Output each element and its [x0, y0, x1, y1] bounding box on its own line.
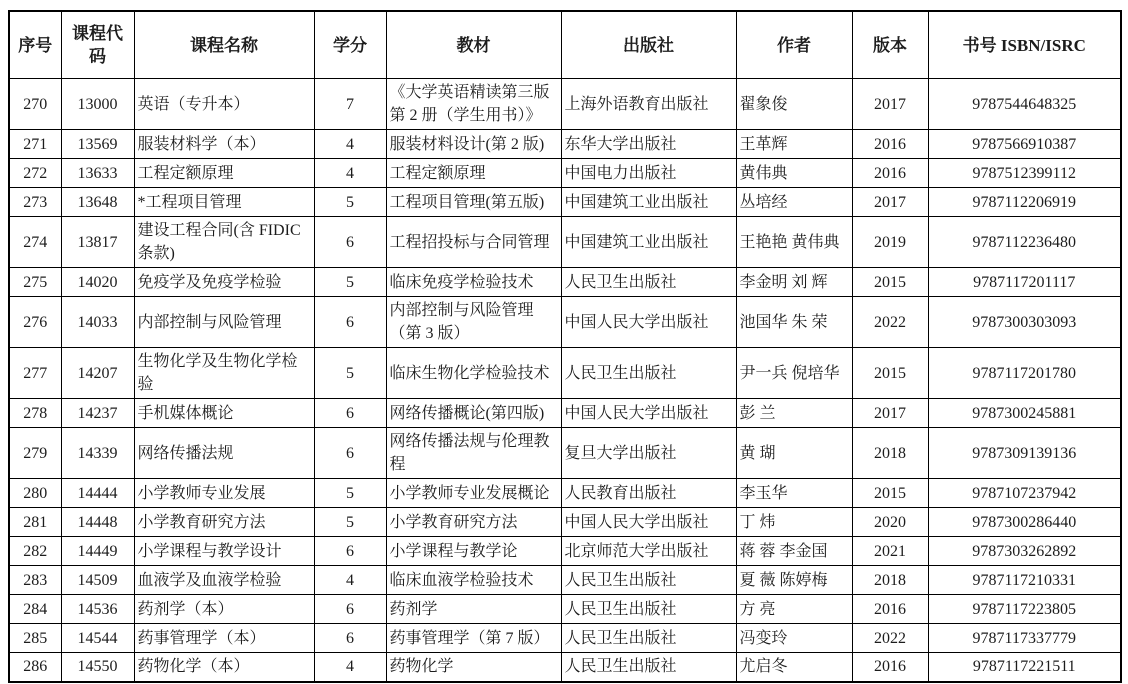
cell-author: 彭 兰: [736, 399, 852, 428]
cell-course-name: 内部控制与风险管理: [134, 297, 314, 348]
cell-course-code: 14449: [61, 537, 134, 566]
table-row: [9, 653, 1121, 682]
cell-isbn-number: 9787117201780: [928, 348, 1121, 399]
cell-author: 李玉华: [736, 479, 852, 508]
cell-publisher: 人民卫生出版社: [561, 348, 736, 399]
header-no: 序号: [9, 11, 61, 79]
cell-textbook-title: 《大学英语精读第三版第 2 册（学生用书）》: [386, 79, 561, 130]
cell-course-name: *工程项目管理: [134, 188, 314, 217]
header-course-code: 课程代码: [61, 11, 134, 79]
cell-isbn-number: 9787303262892: [928, 537, 1121, 566]
cell-credits: 5: [314, 188, 386, 217]
cell-course-code: 14448: [61, 508, 134, 537]
cell-credits: 6: [314, 428, 386, 479]
table-row: [9, 428, 1121, 479]
cell-credits: 6: [314, 297, 386, 348]
table-header-row: [9, 11, 1121, 79]
cell-credits: 6: [314, 595, 386, 624]
cell-credits: 6: [314, 399, 386, 428]
cell-course-name: 小学课程与教学设计: [134, 537, 314, 566]
cell-author: 丛培经: [736, 188, 852, 217]
table-row: [9, 595, 1121, 624]
cell-publisher: 中国电力出版社: [561, 159, 736, 188]
cell-credits: 6: [314, 217, 386, 268]
cell-course-code: 14509: [61, 566, 134, 595]
cell-row-number: 271: [9, 130, 61, 159]
cell-credits: 7: [314, 79, 386, 130]
cell-course-code: 14339: [61, 428, 134, 479]
cell-publisher: 人民卫生出版社: [561, 268, 736, 297]
cell-credits: 4: [314, 566, 386, 595]
cell-author: 翟象俊: [736, 79, 852, 130]
cell-course-code: 14544: [61, 624, 134, 653]
cell-edition-year: 2015: [852, 348, 928, 399]
header-publisher: 出版社: [561, 11, 736, 79]
cell-publisher: 人民卫生出版社: [561, 653, 736, 682]
cell-edition-year: 2021: [852, 537, 928, 566]
table-row: [9, 268, 1121, 297]
cell-publisher: 上海外语教育出版社: [561, 79, 736, 130]
cell-edition-year: 2018: [852, 428, 928, 479]
cell-row-number: 281: [9, 508, 61, 537]
cell-publisher: 中国建筑工业出版社: [561, 217, 736, 268]
cell-credits: 6: [314, 624, 386, 653]
header-isbn: 书号 ISBN/ISRC: [928, 11, 1121, 79]
cell-textbook-title: 小学教育研究方法: [386, 508, 561, 537]
header-textbook: 教材: [386, 11, 561, 79]
cell-course-name: 手机媒体概论: [134, 399, 314, 428]
header-credits: 学分: [314, 11, 386, 79]
cell-textbook-title: 小学课程与教学论: [386, 537, 561, 566]
cell-isbn-number: 9787117210331: [928, 566, 1121, 595]
table-row: [9, 566, 1121, 595]
cell-row-number: 286: [9, 653, 61, 682]
table-row: [9, 159, 1121, 188]
header-edition: 版本: [852, 11, 928, 79]
cell-textbook-title: 工程招投标与合同管理: [386, 217, 561, 268]
cell-textbook-title: 小学教师专业发展概论: [386, 479, 561, 508]
cell-edition-year: 2015: [852, 268, 928, 297]
cell-credits: 4: [314, 130, 386, 159]
cell-textbook-title: 服装材料设计(第 2 版): [386, 130, 561, 159]
cell-course-name: 生物化学及生物化学检验: [134, 348, 314, 399]
cell-publisher: 中国人民大学出版社: [561, 399, 736, 428]
cell-isbn-number: 9787117221511: [928, 653, 1121, 682]
cell-course-code: 14033: [61, 297, 134, 348]
table-row: [9, 188, 1121, 217]
cell-author: 尤启冬: [736, 653, 852, 682]
cell-row-number: 279: [9, 428, 61, 479]
cell-isbn-number: 9787512399112: [928, 159, 1121, 188]
cell-row-number: 275: [9, 268, 61, 297]
cell-course-code: 14020: [61, 268, 134, 297]
cell-row-number: 282: [9, 537, 61, 566]
cell-course-name: 服装材料学（本）: [134, 130, 314, 159]
cell-course-code: 14536: [61, 595, 134, 624]
cell-textbook-title: 工程定额原理: [386, 159, 561, 188]
cell-course-code: 13817: [61, 217, 134, 268]
cell-row-number: 277: [9, 348, 61, 399]
cell-edition-year: 2017: [852, 399, 928, 428]
cell-author: 李金明 刘 辉: [736, 268, 852, 297]
cell-course-code: 13569: [61, 130, 134, 159]
cell-credits: 5: [314, 268, 386, 297]
cell-row-number: 272: [9, 159, 61, 188]
cell-author: 黄 瑚: [736, 428, 852, 479]
cell-isbn-number: 9787112206919: [928, 188, 1121, 217]
cell-author: 冯变玲: [736, 624, 852, 653]
table-row: [9, 130, 1121, 159]
cell-course-name: 小学教师专业发展: [134, 479, 314, 508]
cell-textbook-title: 网络传播法规与伦理教程: [386, 428, 561, 479]
cell-publisher: 复旦大学出版社: [561, 428, 736, 479]
cell-author: 王艳艳 黄伟典: [736, 217, 852, 268]
cell-textbook-title: 网络传播概论(第四版): [386, 399, 561, 428]
table-row: [9, 348, 1121, 399]
cell-publisher: 人民卫生出版社: [561, 566, 736, 595]
cell-edition-year: 2020: [852, 508, 928, 537]
cell-edition-year: 2016: [852, 159, 928, 188]
cell-isbn-number: 9787117201117: [928, 268, 1121, 297]
table-body: [9, 79, 1121, 682]
cell-edition-year: 2016: [852, 653, 928, 682]
cell-edition-year: 2019: [852, 217, 928, 268]
cell-publisher: 人民教育出版社: [561, 479, 736, 508]
cell-isbn-number: 9787544648325: [928, 79, 1121, 130]
cell-course-code: 13633: [61, 159, 134, 188]
cell-course-name: 药事管理学（本）: [134, 624, 314, 653]
cell-author: 王革辉: [736, 130, 852, 159]
cell-edition-year: 2017: [852, 79, 928, 130]
cell-edition-year: 2022: [852, 624, 928, 653]
cell-course-code: 14550: [61, 653, 134, 682]
cell-course-name: 免疫学及免疫学检验: [134, 268, 314, 297]
cell-publisher: 北京师范大学出版社: [561, 537, 736, 566]
cell-course-code: 13000: [61, 79, 134, 130]
cell-author: 丁 炜: [736, 508, 852, 537]
table-row: [9, 217, 1121, 268]
cell-course-name: 网络传播法规: [134, 428, 314, 479]
cell-publisher: 中国人民大学出版社: [561, 508, 736, 537]
table-row: [9, 297, 1121, 348]
cell-course-name: 药物化学（本）: [134, 653, 314, 682]
header-course-name: 课程名称: [134, 11, 314, 79]
table-row: [9, 624, 1121, 653]
cell-textbook-title: 工程项目管理(第五版): [386, 188, 561, 217]
cell-isbn-number: 9787300303093: [928, 297, 1121, 348]
cell-textbook-title: 临床免疫学检验技术: [386, 268, 561, 297]
cell-credits: 4: [314, 653, 386, 682]
header-author: 作者: [736, 11, 852, 79]
cell-isbn-number: 9787300245881: [928, 399, 1121, 428]
cell-textbook-title: 临床生物化学检验技术: [386, 348, 561, 399]
table-row: [9, 479, 1121, 508]
cell-publisher: 人民卫生出版社: [561, 624, 736, 653]
cell-textbook-title: 药剂学: [386, 595, 561, 624]
cell-course-name: 工程定额原理: [134, 159, 314, 188]
table-row: [9, 537, 1121, 566]
cell-edition-year: 2016: [852, 130, 928, 159]
cell-author: 池国华 朱 荣: [736, 297, 852, 348]
table-row: [9, 399, 1121, 428]
cell-course-name: 血液学及血液学检验: [134, 566, 314, 595]
cell-author: 黄伟典: [736, 159, 852, 188]
cell-author: 夏 薇 陈婷梅: [736, 566, 852, 595]
cell-row-number: 270: [9, 79, 61, 130]
table-row: [9, 508, 1121, 537]
cell-publisher: 中国建筑工业出版社: [561, 188, 736, 217]
cell-edition-year: 2015: [852, 479, 928, 508]
cell-isbn-number: 9787117337779: [928, 624, 1121, 653]
cell-course-code: 14444: [61, 479, 134, 508]
cell-course-code: 13648: [61, 188, 134, 217]
cell-isbn-number: 9787117223805: [928, 595, 1121, 624]
cell-row-number: 273: [9, 188, 61, 217]
cell-isbn-number: 9787107237942: [928, 479, 1121, 508]
cell-row-number: 285: [9, 624, 61, 653]
cell-row-number: 276: [9, 297, 61, 348]
cell-textbook-title: 内部控制与风险管理（第 3 版）: [386, 297, 561, 348]
cell-author: 蒋 蓉 李金国: [736, 537, 852, 566]
course-textbook-table: [8, 10, 1122, 683]
cell-isbn-number: 9787566910387: [928, 130, 1121, 159]
table-row: [9, 79, 1121, 130]
cell-row-number: 274: [9, 217, 61, 268]
cell-author: 方 亮: [736, 595, 852, 624]
cell-credits: 6: [314, 537, 386, 566]
cell-course-name: 小学教育研究方法: [134, 508, 314, 537]
cell-edition-year: 2018: [852, 566, 928, 595]
cell-row-number: 278: [9, 399, 61, 428]
cell-credits: 4: [314, 159, 386, 188]
cell-row-number: 283: [9, 566, 61, 595]
cell-isbn-number: 9787300286440: [928, 508, 1121, 537]
cell-credits: 5: [314, 348, 386, 399]
cell-edition-year: 2016: [852, 595, 928, 624]
cell-textbook-title: 药物化学: [386, 653, 561, 682]
cell-textbook-title: 药事管理学（第 7 版）: [386, 624, 561, 653]
cell-publisher: 东华大学出版社: [561, 130, 736, 159]
cell-credits: 5: [314, 508, 386, 537]
cell-row-number: 284: [9, 595, 61, 624]
cell-course-code: 14237: [61, 399, 134, 428]
cell-course-name: 药剂学（本）: [134, 595, 314, 624]
cell-publisher: 中国人民大学出版社: [561, 297, 736, 348]
cell-credits: 5: [314, 479, 386, 508]
cell-course-code: 14207: [61, 348, 134, 399]
cell-textbook-title: 临床血液学检验技术: [386, 566, 561, 595]
cell-edition-year: 2017: [852, 188, 928, 217]
cell-isbn-number: 9787309139136: [928, 428, 1121, 479]
cell-author: 尹一兵 倪培华: [736, 348, 852, 399]
cell-edition-year: 2022: [852, 297, 928, 348]
cell-publisher: 人民卫生出版社: [561, 595, 736, 624]
cell-isbn-number: 9787112236480: [928, 217, 1121, 268]
cell-course-name: 英语（专升本）: [134, 79, 314, 130]
cell-row-number: 280: [9, 479, 61, 508]
cell-course-name: 建设工程合同(含 FIDIC 条款): [134, 217, 314, 268]
